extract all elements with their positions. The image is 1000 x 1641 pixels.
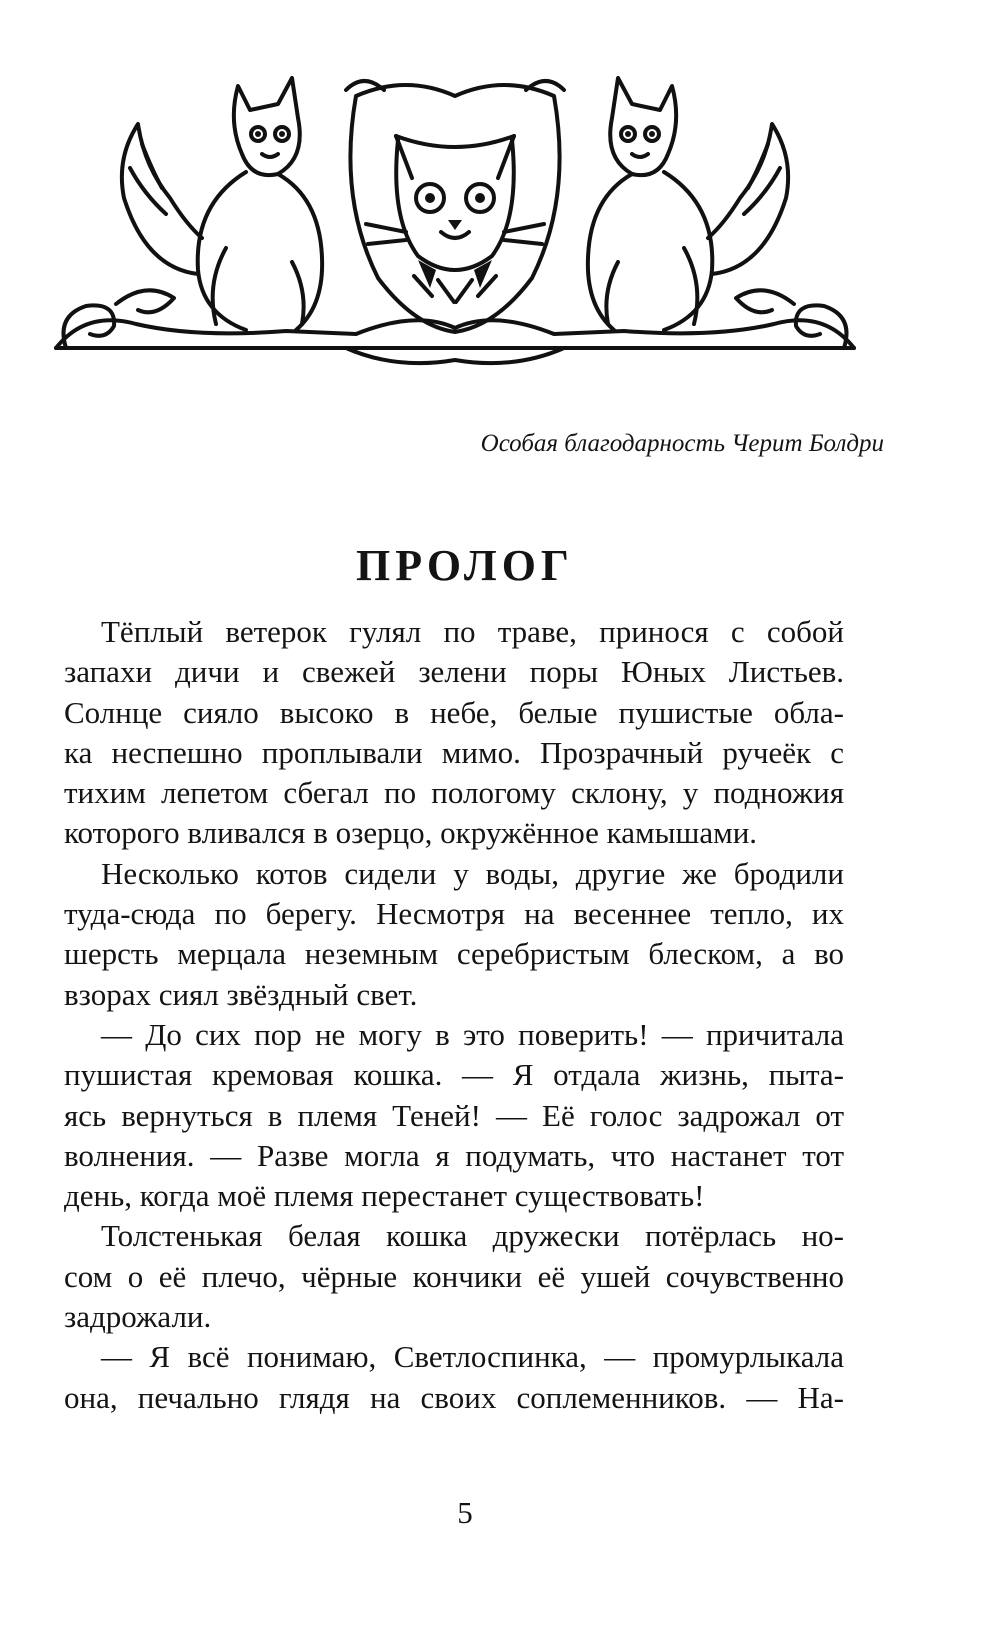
text-line: ясь вернуться в племя Теней! — Её голос задрожал от [64,1097,844,1133]
body-text [64,612,844,1418]
text-line: — Я всё понимаю, Светлоспинка, — промурлыкала [101,1339,844,1375]
cats-emblem-illustration [46,48,864,382]
chapter-title: ПРОЛОГ [356,541,574,590]
text-line: день, когда моё племя перестанет существовать! [64,1178,705,1214]
text-line: задрожали. [64,1299,212,1335]
text-line: Тёплый ветерок гулял по траве, принося с собой [101,614,844,649]
text-line: — До сих пор не могу в это поверить! — причитала [101,1016,844,1052]
text-line: запахи дичи и свежей зелени поры Юных Листьев. [64,654,844,690]
text-line: взорах сиял звёздный свет. [64,976,418,1012]
text-line: туда-сюда по берегу. Несмотря на весеннее тепло, их [64,896,844,932]
text-line: тихим лепетом сбегал по пологому склону, у подножия [64,775,844,811]
text-line: которого вливался в озерцо, окружённое камышами. [64,815,758,851]
acknowledgement: Особая благодарность Черит Болдри [480,430,884,457]
text-line: сом о её плечо, чёрные кончики её ушей сочувственно [64,1258,844,1294]
text-line: она, печально глядя на своих соплеменников. — На- [64,1379,844,1415]
text-line: Толстенькая белая кошка дружески потёрлась но- [101,1218,844,1254]
text-line: ка неспешно проплывали мимо. Прозрачный ручеёк с [64,734,844,770]
text-line: волнения. — Разве могла я подумать, что настанет тот [64,1137,844,1173]
page-number: 5 [457,1495,473,1530]
text-line: шерсть мерцала неземным серебристым блеском, а во [64,936,844,972]
text-line: Солнце сияло высоко в небе, белые пушистые обла- [64,694,844,730]
text-line: пушистая кремовая кошка. — Я отдала жизнь, пыта- [64,1057,844,1093]
text-line: Несколько котов сидели у воды, другие же бродили [101,855,844,891]
